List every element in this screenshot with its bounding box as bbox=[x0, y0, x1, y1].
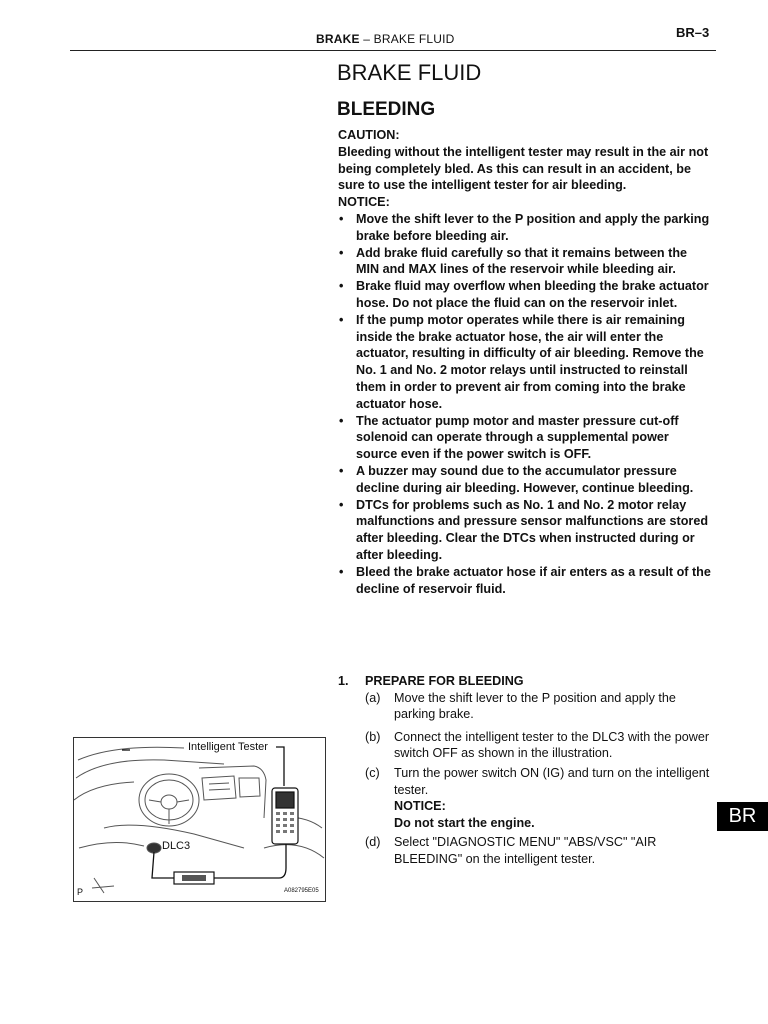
substep-notice-text: Do not start the engine. bbox=[394, 815, 535, 830]
header-rule bbox=[70, 50, 716, 51]
page-title: BRAKE FLUID bbox=[337, 60, 482, 85]
figure-label-dlc3: DLC3 bbox=[162, 840, 191, 852]
caution-label: CAUTION: bbox=[338, 128, 400, 142]
substep-c bbox=[338, 765, 713, 831]
notice-item: • A buzzer may sound due to the accumulator pressure decline during air bleeding. However, continue bleeding. bbox=[338, 463, 713, 497]
step-number: 1. bbox=[338, 674, 349, 688]
notice-item: • Add brake fluid carefully so that it remains between the MIN and MAX lines of the reservoir while bleeding air. bbox=[338, 245, 713, 279]
caution-text: Bleeding without the intelligent tester may result in the air not being completely bled. As this can result in an accident, be sure to use the intelligent tester for air bleeding. bbox=[338, 144, 709, 193]
figure-code: A082795E05 bbox=[284, 888, 319, 894]
notice-item: • Brake fluid may overflow when bleeding the brake actuator hose. Do not place the fluid can on the reservoir inlet. bbox=[338, 278, 713, 312]
notice-item: • DTCs for problems such as No. 1 and No. 2 motor relay malfunctions and pressure sensor malfunctions are stored after bleeding. Clear the DTCs when instructed during or after bleeding. bbox=[338, 497, 713, 564]
step-heading bbox=[338, 673, 713, 690]
notice-list bbox=[338, 211, 713, 597]
notice-label: NOTICE: bbox=[338, 195, 390, 210]
caution-block bbox=[338, 127, 713, 597]
header-section: BRAKE bbox=[316, 32, 360, 46]
substep-notice-label: NOTICE: bbox=[394, 799, 446, 814]
substep-b bbox=[338, 729, 713, 762]
figure-corner-mark: P bbox=[77, 887, 84, 897]
notice-item: • If the pump motor operates while there is air remaining inside the brake actuator hose, the air will enter the actuator, resulting in difficulty of air bleeding. Remove the No. 1 and No. 2 motor relays until instructed to reinstall them in order to prevent air from coming into the brake actuator hose. bbox=[338, 312, 713, 413]
step-prepare-for-bleeding bbox=[338, 673, 713, 871]
figure-label-intelligent-tester: Intelligent Tester bbox=[188, 741, 268, 753]
substep-label: (d) bbox=[365, 835, 381, 850]
substep-label: (c) bbox=[365, 765, 380, 780]
substep-d bbox=[338, 834, 713, 867]
dashboard-illustration bbox=[74, 738, 325, 901]
substep-label: (b) bbox=[365, 729, 381, 744]
substep-text: Connect the intelligent tester to the DLC3 with the power switch OFF as shown in the illustration. bbox=[394, 729, 710, 761]
page-number: BR–3 bbox=[676, 25, 710, 40]
header-separator: – bbox=[363, 32, 371, 46]
figure-tester-connection bbox=[73, 737, 326, 902]
substep-label: (a) bbox=[365, 690, 381, 705]
substep-text: Select "DIAGNOSTIC MENU" "ABS/VSC" "AIR BLEEDING" on the intelligent tester. bbox=[394, 835, 657, 866]
step-title: PREPARE FOR BLEEDING bbox=[365, 674, 524, 688]
notice-item: • Bleed the brake actuator hose if air enters as a result of the decline of reservoir fluid. bbox=[338, 564, 713, 598]
substep-a bbox=[338, 690, 713, 723]
section-title: BLEEDING bbox=[337, 99, 436, 120]
running-header bbox=[316, 32, 455, 46]
substep-text: Turn the power switch ON (IG) and turn on the intelligent tester. bbox=[394, 765, 710, 797]
substep-text: Move the shift lever to the P position and apply the parking brake. bbox=[394, 690, 676, 722]
header-subsection: BRAKE FLUID bbox=[373, 32, 455, 46]
section-tab: BR bbox=[717, 802, 768, 831]
notice-item: • The actuator pump motor and master pressure cut-off solenoid can operate through a supplemental power source even if the power switch is OFF. bbox=[338, 413, 713, 463]
notice-item: • Move the shift lever to the P position and apply the parking brake before bleeding air. bbox=[338, 211, 713, 245]
